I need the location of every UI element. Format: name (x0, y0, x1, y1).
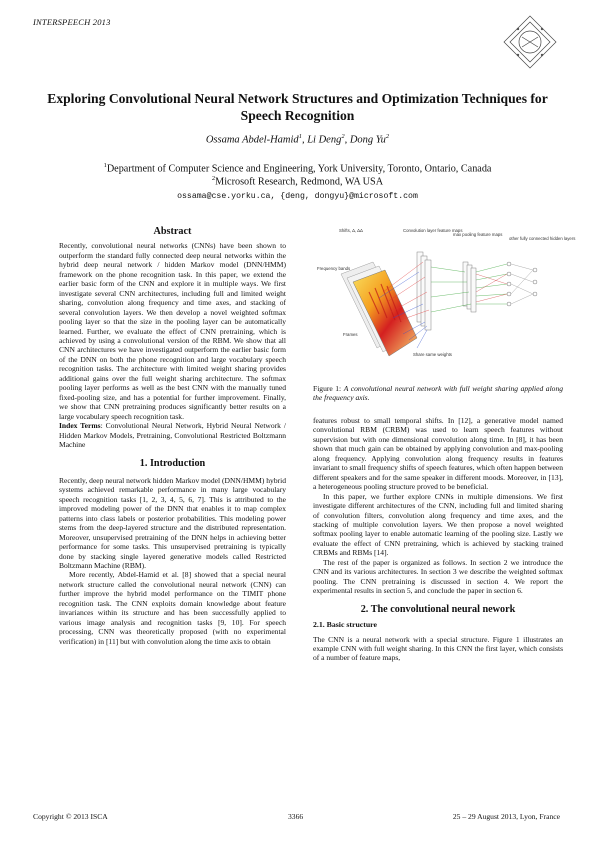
fig-label-frequency: Frequency bands (317, 266, 351, 271)
intro-heading: 1. Introduction (139, 458, 206, 470)
subsection-2-1-heading: 2.1. Basic structure (313, 620, 377, 630)
conv-feature-maps (417, 252, 431, 330)
input-spectrogram (341, 262, 417, 356)
affiliation-sup: 2 (211, 175, 216, 182)
index-terms: : Convolutional Neural Network, Hybrid Neural Network / Hidden Markov Models, Pretraining, Convolutional Restricted Boltzmann Machine (59, 421, 287, 449)
footer-date: 25 – 29 August 2013, Lyon, France (452, 812, 560, 821)
fig-label-shared: Share same weights (413, 352, 452, 357)
author-sup: 2 (385, 133, 390, 140)
index-terms-label: Index Terms (59, 421, 101, 431)
body-paragraph: features robust to small temporal shifts. In [12], a generative model named convolutional RBM (CRBM) was used to learn speech features without supervision but with one dimensional convolution along time. In [8], it has been shown that much gain can be obtained by applying convolution and max-pooling along frequency. Applying convolution along frequency results in features invariant to small frequency shifts of speech features, which often happen between different speakers and for the same speaker in different moods. Moreover, in [13], a heterogeneous pooling structure proved to be beneficial. (313, 416, 563, 492)
figure-caption-text: A convolutional neural network with full weight sharing applied along the frequency axis. (313, 384, 563, 403)
right-column (313, 416, 563, 663)
body-paragraph: The rest of the paper is organized as follows. In section 2 we introduce the CNN and its various architectures. In section 3 we describe the weighted softmax pooling. The CNN pretraining is discussed in section 4. We report the experimental results in section 5, and conclude the paper in section 6. (313, 557, 563, 596)
fig-label-pool: max pooling feature maps (453, 232, 503, 237)
fig-label-shifts: Shifts, Δ, ΔΔ (339, 228, 363, 233)
abstract-section (59, 227, 286, 646)
affiliation (40, 175, 555, 187)
abstract-text: Recently, convolutional neural networks (CNNs) have been shown to outperform the standard fully connected deep neural networks within the hybrid deep neural network / hidden Markov model (DNN/HMM) framework on the phone recognition task. In this paper, we extend the earlier basic form of the CNN and explore it in multiple ways. We first investigate several CNN architectures, including full and limited weight sharing, convolution along frequency and time axes, and stacking of several convolution layers. We then develop a novel weighted softmax pooling layer so that the size in the pooling layer can be automatically learned. Further, we evaluate the effect of CNN pretraining, which is achieved by using a convolutional version of the RBM. We show that all CNN architectures we have investigated outperform the earlier basic form of the DNN on both the phone recognition and large vocabulary speech recognition tasks. The architecture with limited weight sharing provides additional gains over the full weight sharing architecture. The softmax pooling layer performs as well as the best CNN with the manually tuned fixed-pooling size, and has a potential for further improvement. Finally, we show that CNN pretraining produces significantly better results on a large vocabulary speech recognition task. (59, 241, 286, 421)
affiliation (40, 162, 555, 174)
author-name: Li Deng (307, 134, 342, 146)
author-name: Dong Yu (349, 134, 386, 146)
abstract-heading: Abstract (153, 226, 192, 237)
intro-paragraph: Recently, deep neural network hidden Markov model (DNN/HMM) hybrid systems achieved remarkable performance in many large vocabulary speech recognition tasks [1, 2, 3, 4, 5, 6, 7]. This is attributed to the improved modeling power of the DNN that enables it to map complex patterns into class labels or posterior probabilities. This modeling power stems from the deep-layered structure and the distributed representation. Moreover, unsupervised pretraining of the DNN helps in achieving better performance for some tasks. This unsupervised pretraining is typically done by stacking single layered generative models called Restricted Boltzmann Machine (RBM). (59, 475, 286, 570)
affiliation-sup: 1 (103, 162, 107, 169)
footer-page-number: 3366 (288, 812, 304, 821)
author-emails: ossama@cse.yorku.ca, {deng, dongyu}@microsoft.com (177, 192, 418, 201)
interspeech-logo-icon (500, 13, 560, 71)
pooling-feature-maps (463, 262, 476, 312)
paper-title: Exploring Convolutional Neural Network Structures and Optimization Techniques for Speech Recognition (47, 91, 548, 123)
intro-paragraph: More recently, Abdel-Hamid et al. [8] showed that a special neural network structure called the convolutional neural network (CNN) can further improve the hybrid model performance on the TIMIT phone recognition task. The CNN exploits domain knowledge about feature invariances within its structure and has been successfully applied to various image analysis and recognition tasks [9, 10]. For speech processing, CNN was theoretically proposed (with no experimental verification) in [11] but with convolution along the time axis to obtain (59, 570, 286, 646)
fc-layers (507, 262, 537, 306)
section-2-heading: 2. The convolutional neural nework (360, 603, 516, 615)
author-sup: 1 (298, 133, 302, 140)
footer-copyright: Copyright © 2013 ISCA (33, 812, 108, 821)
body-paragraph: In this paper, we further explore CNNs in multiple dimensions. We first investigate different architectures of the CNN, including full and limited sharing of convolution filters, convolution along frequency and time axes, and the stacking of multiple convolution layers. We then propose a novel weighted softmax pooling layer to enable automatic learning of the pooling size. Lastly we evaluate the effect of CNN pretraining, which is achieved by stacking trained CRBMs and RBMs [14]. (313, 491, 563, 558)
author-name: Ossama Abdel-Hamid (205, 134, 299, 146)
affiliation-text: Department of Computer Science and Engineering, York University, Toronto, Ontario, Canada (106, 163, 492, 175)
figure-caption-label: Figure 1: (313, 384, 344, 393)
figure-caption (313, 384, 563, 403)
author-sup: 2 (341, 133, 345, 140)
author-list: Ossama Abdel-Hamid$^1$, Li Deng$^2$, Dong Yu$^2$ (205, 133, 390, 146)
fig-label-fc: other fully connected hidden layers (509, 236, 576, 241)
affiliation-text: Microsoft Research, Redmond, WA USA (215, 176, 384, 188)
conference-header: INTERSPEECH 2013 (33, 17, 111, 27)
body-paragraph: The CNN is a neural network with a special structure. Figure 1 illustrates an example CNN with full weight sharing. In this CNN the first layer, which consists of a number of feature maps, (313, 634, 563, 663)
fig-label-conv: Convolution layer feature maps (403, 228, 463, 233)
fig-label-frames: Frames (343, 332, 358, 337)
cnn-figure (313, 222, 576, 380)
